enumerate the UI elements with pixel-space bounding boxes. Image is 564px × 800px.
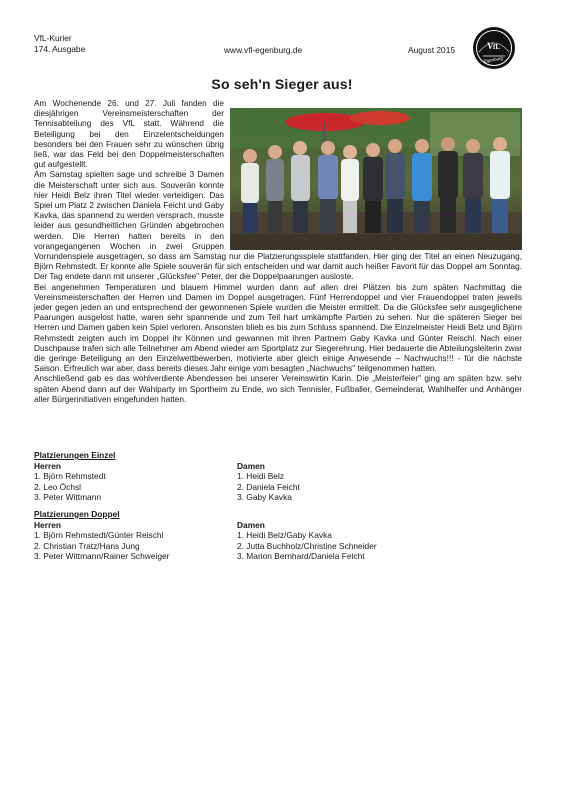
- list-item: 2. Daniela Feicht: [237, 481, 300, 492]
- doubles-results: [34, 520, 522, 562]
- list-item: 1. Heidi Belz/Gaby Kavka: [237, 530, 332, 541]
- article-body: [34, 99, 522, 405]
- list-item: 1. Björn Rehmstedt/Günter Reischl: [34, 530, 164, 541]
- list-item: 3. Peter Wittmann/Rainer Schweiger: [34, 551, 170, 562]
- list-item: 3. Peter Wittmann: [34, 492, 102, 503]
- list-item: 1. Heidi Belz: [237, 471, 285, 482]
- article-title: So seh'n Sieger aus!: [211, 76, 353, 92]
- list-item: 3. Gaby Kavka: [237, 492, 292, 503]
- results-section: [34, 450, 522, 562]
- publication-name: VfL-Kurier: [34, 33, 72, 43]
- singles-men-column: [34, 461, 237, 503]
- singles-women-column: [237, 461, 467, 503]
- article-paragraph: Am Wochenende 26. und 27. Juli fanden die diesjährigen Vereinsmeisterschaften der Tennisabteilung des VfL statt. Während die Beteiligung bei den Einzelentscheidungen besonders bei den Frauen sehr zu wünschen übrig ließ, war das Feld bei den Doppelmeisterschaften gut aufgestellt.: [34, 99, 224, 170]
- svg-text:Egenburg: Egenburg: [483, 55, 504, 64]
- article-paragraph: Anschließend gab es das wohlverdiente Abendessen bei unserer Vereinswirtin Karin. Die „Meisterfeier" ging am späten bzw. sehr späten Abend dann auf der Wahlparty im Sportheim zu Ende, wo sich Tennisler, Fußballer, Gemeinderat, Wahlhelfer und Anhänger aller Bürgerinitiativen eingefunden hatten.: [34, 374, 522, 404]
- website-link[interactable]: www.vfl-egenburg.de: [224, 45, 303, 55]
- singles-men-label: Herren: [34, 460, 61, 471]
- list-item: 2. Christian Tratz/Hans Jung: [34, 540, 140, 551]
- singles-women-label: Damen: [237, 460, 265, 471]
- team-photo: [230, 108, 522, 250]
- doubles-women-column: [237, 520, 467, 562]
- issue-number: 174. Ausgabe: [34, 44, 86, 54]
- club-logo: [472, 26, 516, 70]
- singles-heading: Platzierungen Einzel: [34, 450, 116, 460]
- list-item: 1. Björn Rehmstedt: [34, 471, 106, 482]
- list-item: 2. Jutta Buchholz/Christine Schneider: [237, 540, 377, 551]
- doubles-women-label: Damen: [237, 519, 265, 530]
- issue-date: August 2015: [408, 45, 456, 55]
- header-left: [34, 33, 85, 55]
- svg-text:V: V: [487, 41, 494, 51]
- list-item: 2. Leo Öchsl: [34, 481, 82, 492]
- svg-text:fL: fL: [493, 43, 500, 51]
- article-paragraph: Bei angenehmen Temperaturen und blauem Himmel wurden dann auf allen drei Plätzen bis zum späten Nachmittag die Vereinsmeisterschaften der Herren und Damen im Doppel ausgetragen. Fünf Herrendoppel und vier Frauendoppel traten jeweils jeder gegen jeden an und entsprechend der gewonnenen Spiele wurden die Meister ermittelt. Da die Glücksfee sehr ausgeglichene Paarungen ausgelost hatte, waren sehr spannende und zum Teil hart umkämpfte Partien zu sehen. Nur die späteren Sieger bei Herren und Damen gaben kein Spiel verloren. Ansonsten blieb es bis zum Schluss spannend. Die Einzelmeister Heidi Belz und Björn Rehmstedt zeigten auch im Doppel ihr Können und gewannen mit ihren Partnern Gaby Kavka und Günter Reischl. Nach einer Duschpause trafen sich alle Teilnehmer am Abend wieder am Sportplatz zur Siegerehrung. Hier bedauerte die Abteilungsleiterin zwar die geringe Beteiligung an den Einzelwettbewerben, motivierte aber gleich einige Anwesende – Nachwuchs!!! - für die nächste Saison. Erfreulich war aber, dass bereits dieses Jahr einige vom besagten „Nachwuchs" teilgenommen hatten.: [34, 282, 522, 374]
- list-item: 3. Marion Bernhard/Daniela Feicht: [237, 551, 365, 562]
- doubles-men-label: Herren: [34, 519, 61, 530]
- doubles-men-column: [34, 520, 237, 562]
- doubles-heading: Platzierungen Doppel: [34, 508, 120, 519]
- article-paragraph: Am Samstag spielten sage und schreibe 3 Damen die Meisterschaft unter sich aus. Souverän konnte hier Heidi Belz ihren Titel wieder verteidigen. Das Spiel um Platz 2 zwischen Daniela Feicht und Gaby Kavka, das spannend zu werden versprach, musste leider aus gesundheitlichen Gründen abgebrochen werden. Die Herren hatten bereits in den vorangegangenen Wochen in zwei Gruppen Vorrundenspiele ausgetragen, so dass am Samstag nur die Platzierungsspiele stattfanden. Hier ging der Titel an einen Neuzugang, Björn Rehmstedt. Er konnte alle Spiele souverän für sich entscheiden und war damit auch heißer Favorit für das Doppel am Sonntag. Der Tag endete dann mit unserer „Glücksfee" Peter, der die Doppelpaarungen ausloste.: [34, 170, 522, 282]
- singles-results: [34, 461, 522, 503]
